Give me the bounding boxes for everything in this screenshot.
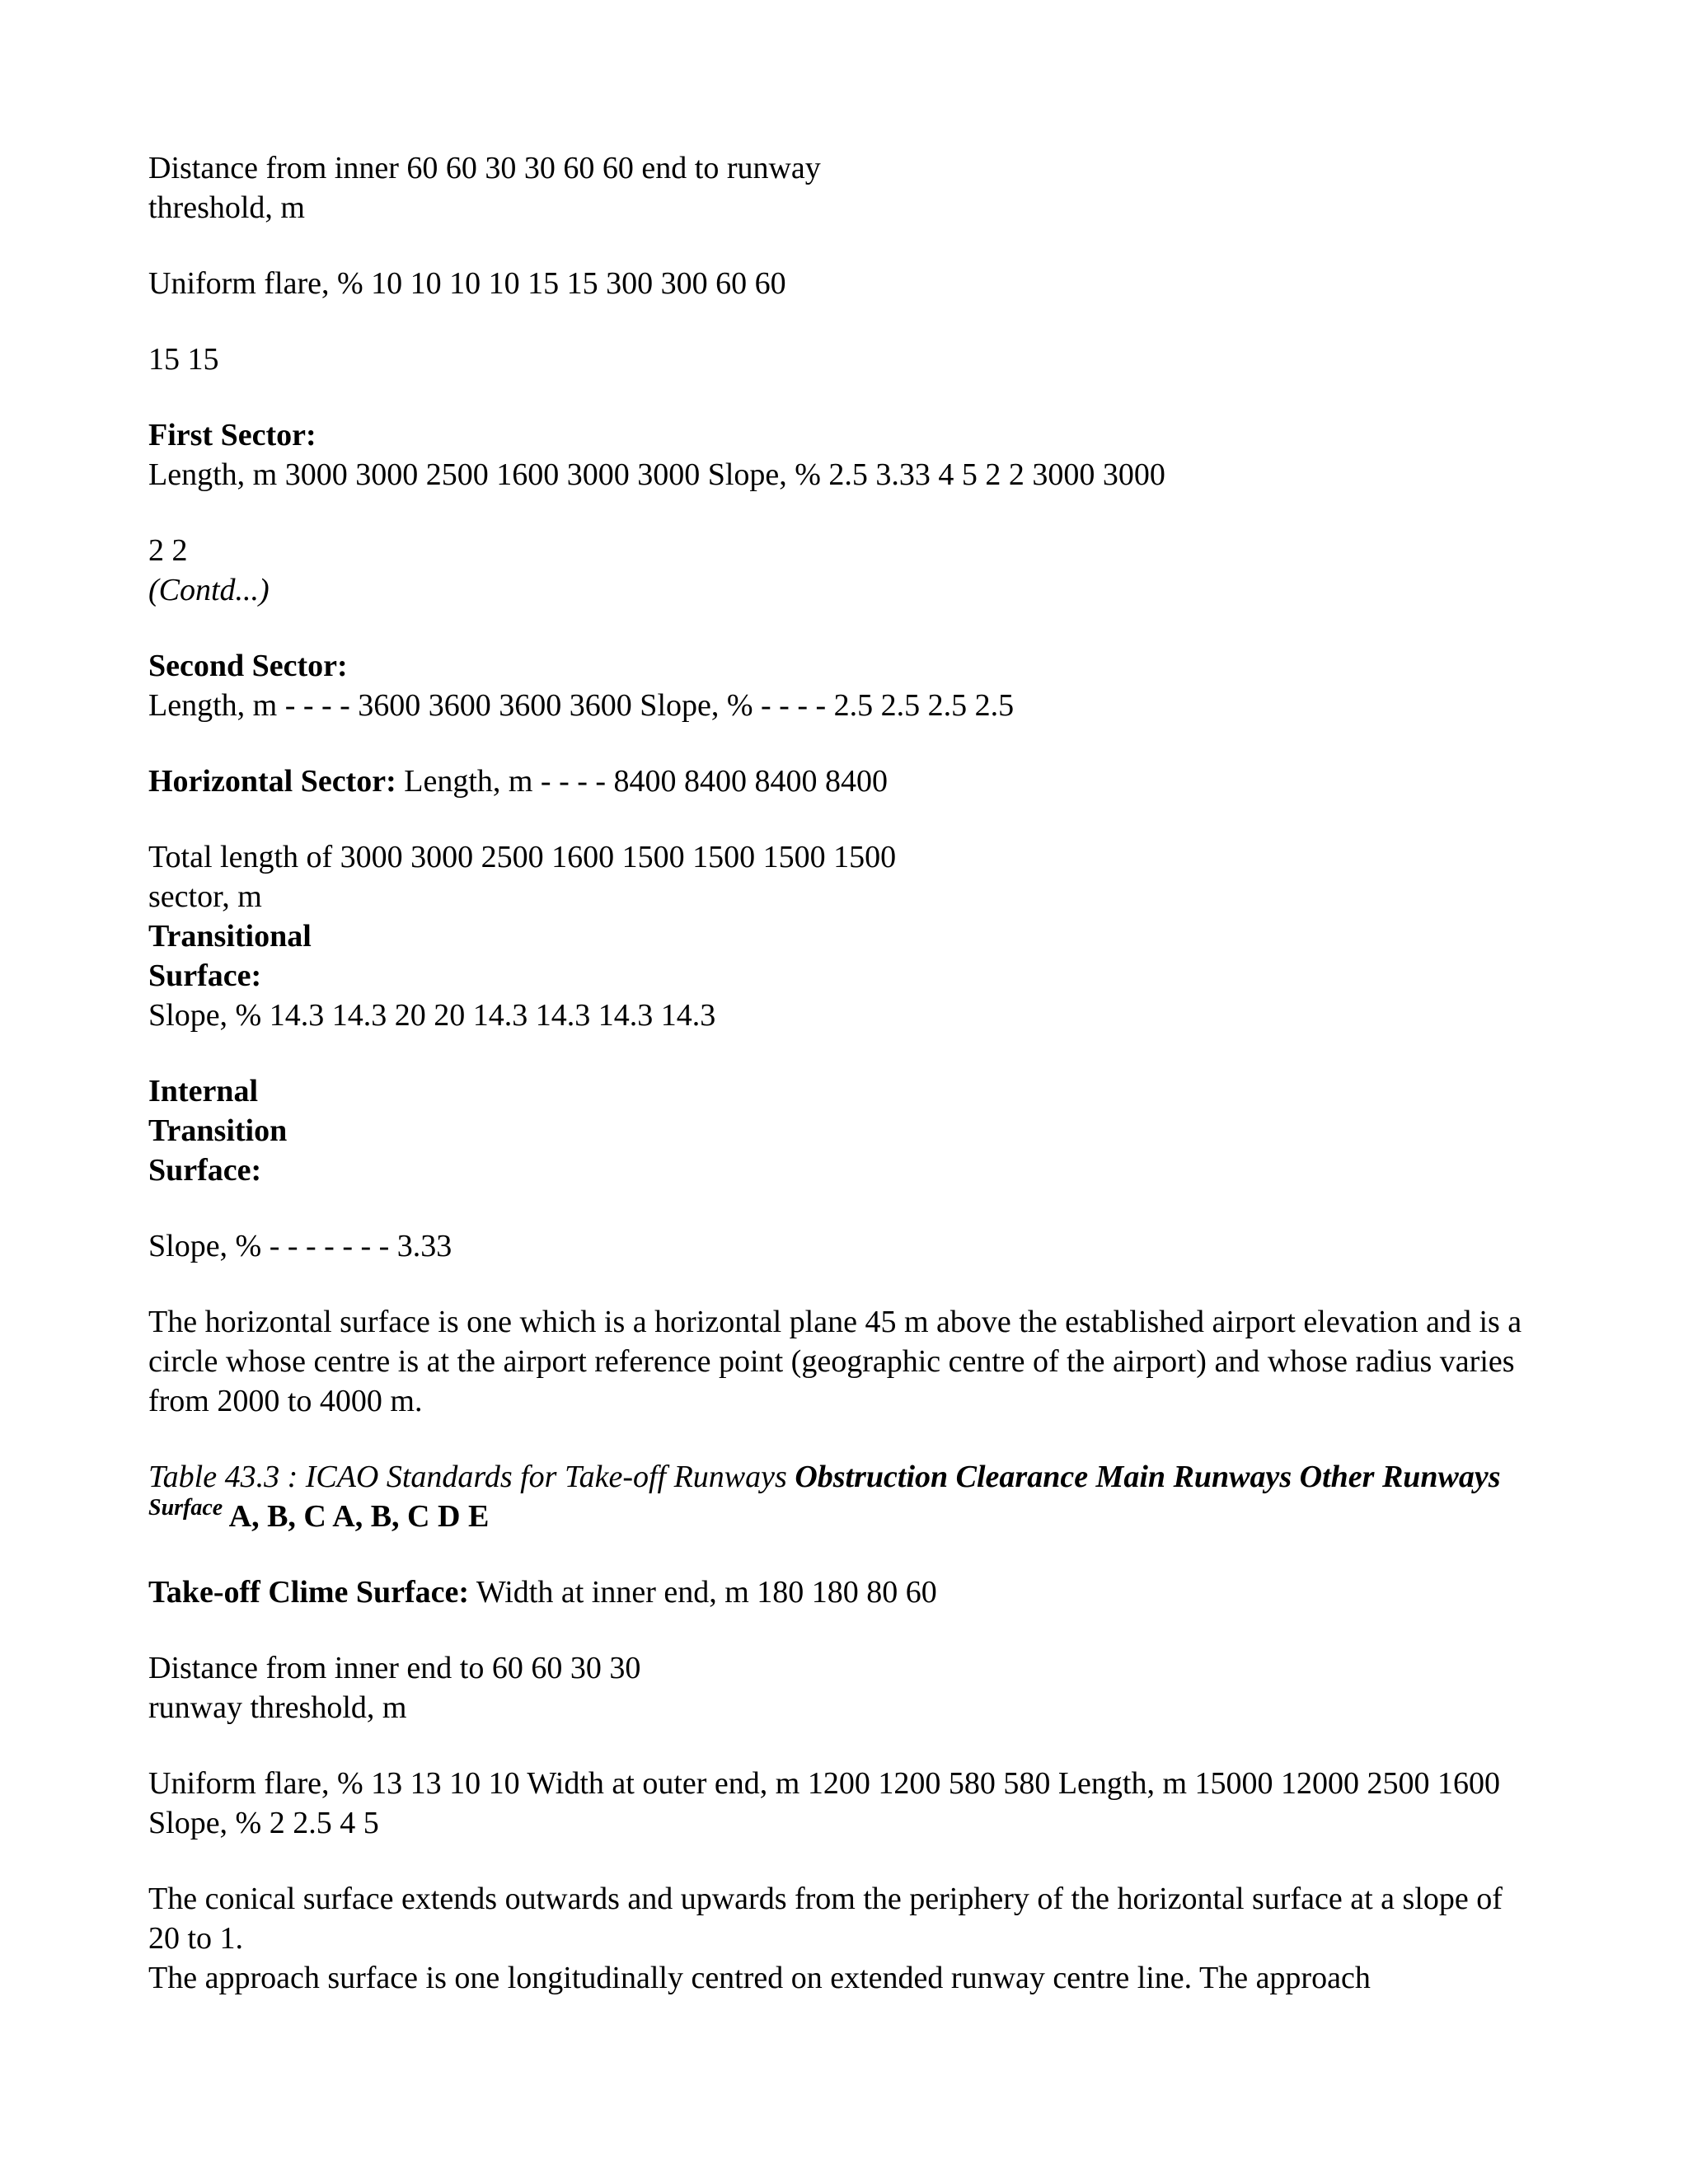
text-line: threshold, m bbox=[148, 190, 305, 225]
takeoff-flare-row: Uniform flare, % 13 13 10 10 Width at outer end, m 1200 1200 580 580 Length, m 15000 12000 2500 1600 Slope, % 2 2.5 4 5 bbox=[148, 1766, 1501, 1840]
first-sector-continued bbox=[148, 531, 1541, 610]
second-sector-heading: Second Sector: bbox=[148, 649, 348, 683]
transitional-values: Slope, % 14.3 14.3 20 20 14.3 14.3 14.3 14.3 bbox=[148, 998, 716, 1033]
first-sector-heading: First Sector: bbox=[148, 418, 316, 452]
table-caption bbox=[148, 1457, 1541, 1536]
takeoff-climb-row bbox=[148, 1572, 1541, 1612]
distance-inner-end-row bbox=[148, 148, 1541, 227]
text-line: Total length of 3000 3000 2500 1600 1500 1500 1500 1500 bbox=[148, 840, 897, 874]
conical-surface-text: The conical surface extends outwards and upwards from the periphery of the horizontal surface at a slope of 20 to 1. bbox=[148, 1882, 1503, 1956]
internal-transition-heading bbox=[148, 1071, 1541, 1190]
first-sector-values: Length, m 3000 3000 2500 1600 3000 3000 Slope, % 2.5 3.33 4 5 2 2 3000 3000 bbox=[148, 457, 1165, 492]
horizontal-sector-heading: Horizontal Sector: bbox=[148, 764, 396, 799]
first-sector-block bbox=[148, 415, 1541, 494]
internal-transition-values: Slope, % - - - - - - - 3.33 bbox=[148, 1229, 452, 1263]
text-line: 2 2 bbox=[148, 533, 188, 568]
table-caption-title: Table 43.3 : ICAO Standards for Take-off Runways bbox=[148, 1460, 795, 1494]
text-line: sector, m bbox=[148, 879, 262, 914]
table-caption-columns: A, B, C A, B, C D E bbox=[223, 1499, 490, 1534]
transitional-heading-2: Surface: bbox=[148, 958, 262, 993]
takeoff-distance-row bbox=[148, 1648, 1541, 1727]
heading-line: Transition bbox=[148, 1113, 288, 1148]
horizontal-sector-values: Length, m - - - - 8400 8400 8400 8400 bbox=[396, 764, 889, 799]
conical-approach-paragraph bbox=[148, 1879, 1541, 1998]
takeoff-climb-heading: Take-off Clime Surface: bbox=[148, 1575, 470, 1610]
text-line: runway threshold, m bbox=[148, 1690, 407, 1725]
table-caption-superscript: Surface bbox=[148, 1495, 223, 1521]
table-caption-heading: Obstruction Clearance Main Runways Other Runways bbox=[795, 1460, 1501, 1494]
uniform-flare-continued: 15 15 bbox=[148, 342, 219, 377]
heading-line: Internal bbox=[148, 1074, 258, 1108]
heading-line: Surface: bbox=[148, 1153, 262, 1188]
second-sector-block bbox=[148, 646, 1541, 725]
text-line: Distance from inner end to 60 60 30 30 bbox=[148, 1651, 641, 1685]
takeoff-climb-values: Width at inner end, m 180 180 80 60 bbox=[469, 1575, 937, 1610]
document-page bbox=[148, 148, 1541, 2034]
horizontal-sector-row bbox=[148, 762, 1541, 801]
approach-surface-text: The approach surface is one longitudinally centred on extended runway centre line. The approach bbox=[148, 1961, 1371, 1995]
horizontal-surface-paragraph: The horizontal surface is one which is a horizontal plane 45 m above the established airport elevation and is a circle whose centre is at the airport reference point (geographic centre of the airport) and whose radius varies from 2000 to 4000 m. bbox=[148, 1305, 1522, 1418]
transitional-heading: Transitional bbox=[148, 919, 312, 954]
text-line: Distance from inner 60 60 30 30 60 60 end to runway bbox=[148, 151, 821, 185]
contd-note: (Contd...) bbox=[148, 573, 270, 607]
uniform-flare-row: Uniform flare, % 10 10 10 10 15 15 300 300 60 60 bbox=[148, 266, 786, 301]
second-sector-values: Length, m - - - - 3600 3600 3600 3600 Slope, % - - - - 2.5 2.5 2.5 2.5 bbox=[148, 688, 1015, 723]
total-length-block bbox=[148, 837, 1541, 1035]
